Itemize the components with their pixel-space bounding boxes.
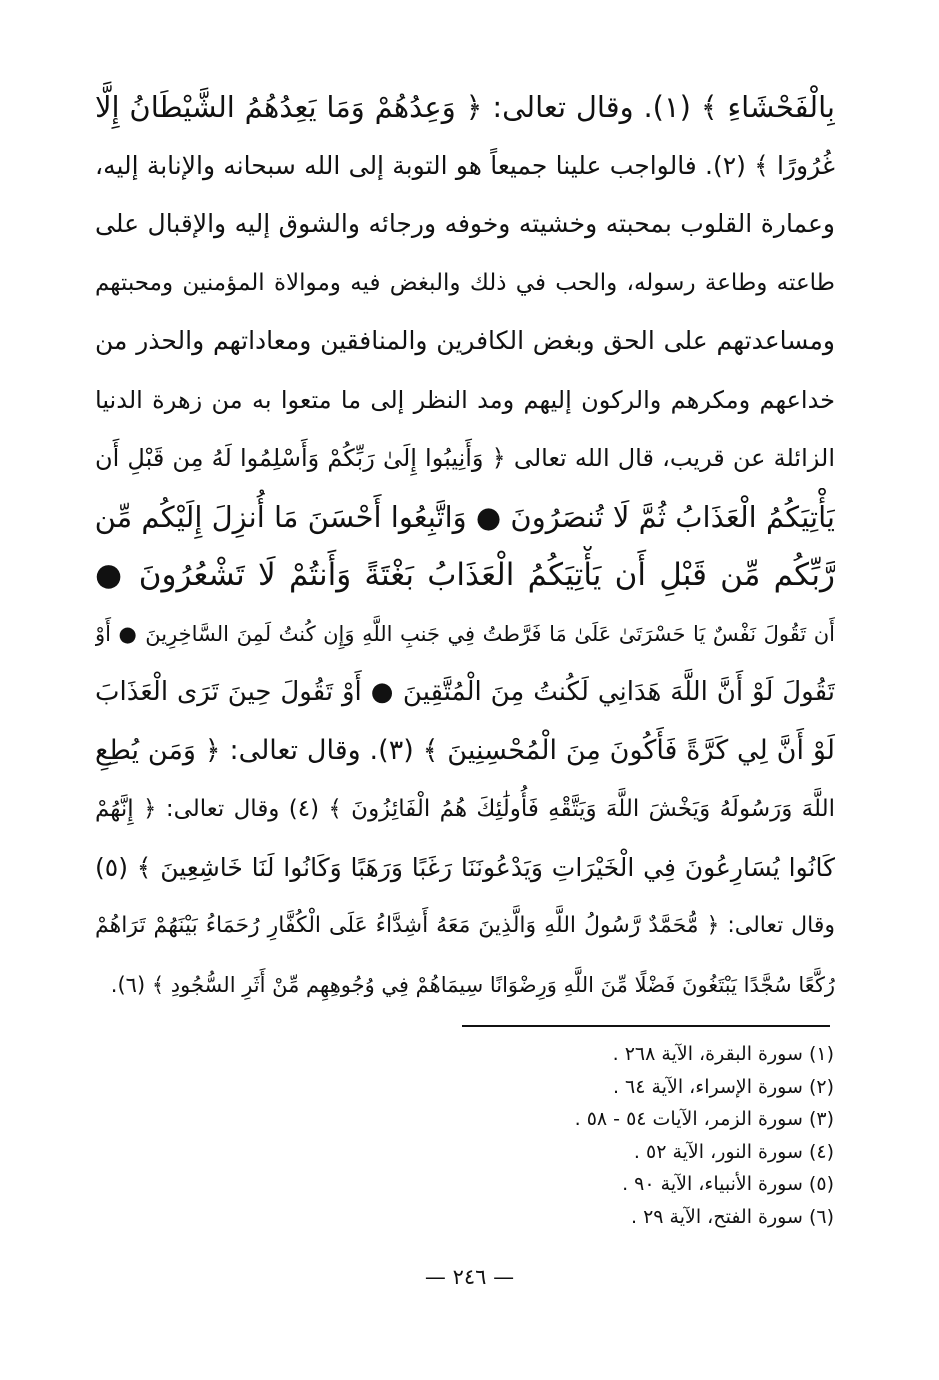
text-line: وعمارة القلوب بمحبته وخشيته وخوفه ورجائه والشوق إليه والإقبال على: [95, 209, 835, 238]
quran-verse-line: يَأْتِيَكُمُ الْعَذَابُ ثُمَّ لَا تُنصَرُونَ ● وَاتَّبِعُوا أَحْسَنَ مَا أُنزِلَ إِلَيْكُم مِّن: [95, 499, 835, 534]
footnotes-list: [414, 1038, 834, 1233]
footnote-item: (٢) سورة الإسراء، الآية ٦٤ .: [612, 1075, 834, 1098]
text-line: غُرُورًا ﴾ (٢). فالواجب علينا جميعاً هو التوبة إلى الله سبحانه والإنابة إليه،: [95, 150, 835, 180]
quran-verse-line: اللَّهَ وَرَسُولَهُ وَيَخْشَ اللَّهَ وَيَتَّقْهِ فَأُولَٰئِكَ هُمُ الْفَائِزُونَ ﴾ (٤) وقال تعالى: ﴿ إِنَّهُمْ: [95, 796, 835, 822]
quran-verse-line: لَوْ أَنَّ لِي كَرَّةً فَأَكُونَ مِنَ الْمُحْسِنِينَ ﴾ (٣). وقال تعالى: ﴿ وَمَن يُطِعِ: [95, 734, 835, 766]
footnote-item: (١) سورة البقرة، الآية ٢٦٨ .: [612, 1043, 834, 1065]
footnote-item: (٣) سورة الزمر، الآيات ٥٤ - ٥٨ .: [574, 1108, 834, 1130]
footnote-item: (٥) سورة الأنبياء، الآية ٩٠ .: [622, 1173, 834, 1195]
quran-verse-line: رَّبِّكُم مِّن قَبْلِ أَن يَأْتِيَكُمُ الْعَذَابُ بَغْتَةً وَأَنتُمْ لَا تَشْعُرُونَ ●: [95, 557, 835, 593]
quran-verse-line: رُكَّعًا سُجَّدًا يَبْتَغُونَ فَضْلًا مِّنَ اللَّهِ وَرِضْوَانًا سِيمَاهُمْ فِي وُجُوهِهِم مِّنْ أَثَرِ السُّجُودِ ﴾ (٦).: [110, 972, 835, 997]
footnote-divider: [462, 1025, 830, 1027]
main-text-block: [95, 78, 835, 1014]
text-line: بِالْفَحْشَاءِ ﴾ (١). وقال تعالى: ﴿ وَعِدُهُمْ وَمَا يَعِدُهُمُ الشَّيْطَانُ إِلَّا: [95, 90, 835, 124]
text-line: الزائلة عن قريب، قال الله تعالى ﴿ وَأَنِيبُوا إِلَىٰ رَبِّكُمْ وَأَسْلِمُوا لَهُ مِن قَبْلِ أَن: [95, 444, 835, 472]
text-line: خداعهم ومكرهم والركون إليهم ومد النظر إلى ما متعوا به من زهرة الدنيا: [95, 385, 835, 414]
page-number: — ٢٤٦ —: [424, 1265, 515, 1289]
text-line: ومساعدتهم على الحق وبغض الكافرين والمنافقين ومعاداتهم والحذر من: [95, 326, 835, 355]
quran-verse-line: كَانُوا يُسَارِعُونَ فِي الْخَيْرَاتِ وَيَدْعُونَنَا رَغَبًا وَرَهَبًا وَكَانُوا لَنَا خَاشِعِينَ ﴾ (٥): [95, 852, 835, 882]
text-line: طاعته وطاعة رسوله، والحب في ذلك والبغض فيه وموالاة المؤمنين ومحبتهم: [95, 269, 835, 296]
quran-verse-line: أَن تَقُولَ نَفْسٌ يَا حَسْرَتَىٰ عَلَىٰ مَا فَرَّطتُ فِي جَنبِ اللَّهِ وَإِن كُنتُ لَمِنَ السَّاخِرِينَ ● أَوْ: [95, 621, 835, 646]
footnote-item: (٤) سورة النور، الآية ٥٢ .: [633, 1140, 834, 1163]
footnote-item: (٦) سورة الفتح، الآية ٢٩ .: [631, 1205, 834, 1228]
quran-verse-line: تَقُولَ لَوْ أَنَّ اللَّهَ هَدَانِي لَكُنتُ مِنَ الْمُتَّقِينَ ● أَوْ تَقُولَ حِينَ تَرَى الْعَذَابَ: [95, 677, 835, 707]
quran-verse-line: وقال تعالى: ﴿ مُّحَمَّدٌ رَّسُولُ اللَّهِ وَالَّذِينَ مَعَهُ أَشِدَّاءُ عَلَى الْكُفَّارِ رُحَمَاءُ بَيْنَهُمْ تَرَاهُمْ: [95, 913, 835, 938]
